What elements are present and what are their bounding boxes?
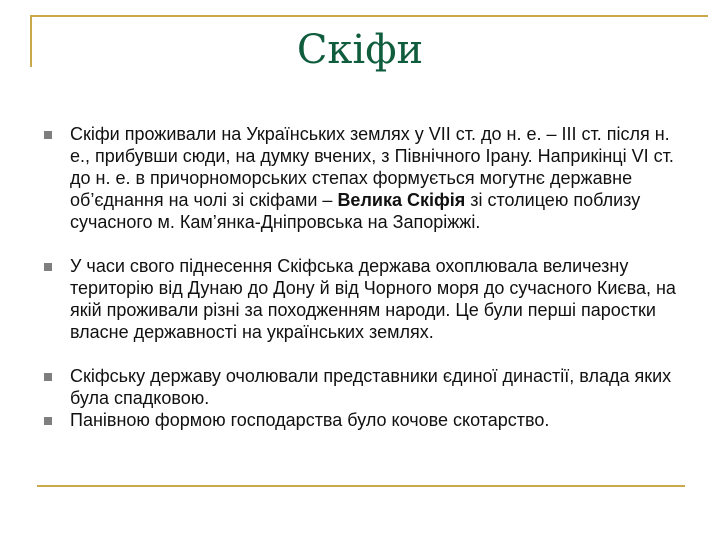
bottom-rule [37, 485, 685, 487]
bullet-text-continued: зі столицею поблизу сучасного м. Кам’янка-Дніпровська на Запоріжжі. [70, 190, 641, 232]
bullet-list [40, 123, 690, 431]
square-bullet-icon [44, 417, 52, 425]
list-item [40, 123, 690, 255]
square-bullet-icon [44, 131, 52, 139]
bullet-text: У часи свого піднесення Скіфська держава охоплювала величезну територію від Дунаю до Дону й від Чорного моря до сучасного Києва, на якій проживали різні за походженням народи. Це були перші паростки власне державності на українських землях. [70, 256, 676, 342]
list-item [40, 365, 690, 409]
bullet-bold-text: Велика Скіфія [337, 190, 466, 210]
bullet-text: Скіфи проживали на Українських землях у VII ст. до н. е. – III ст. після н. е., прибувши сюди, на думку вчених, з Північного Ірану. Наприкінці VI ст. до н. е. в причорноморських степах формується могутнє державне об’єднання на чолі зі скіфами – [70, 124, 674, 210]
bullet-text: Панівною формою господарства було кочове скотарство. [70, 410, 550, 430]
list-item [40, 255, 690, 365]
left-rule [30, 15, 32, 67]
square-bullet-icon [44, 373, 52, 381]
bullet-text: Скіфську державу очолювали представники єдиної династії, влада яких була спадковою. [70, 366, 672, 408]
slide-title: Скіфи [296, 27, 424, 73]
square-bullet-icon [44, 263, 52, 271]
list-item [40, 409, 690, 431]
top-rule [30, 15, 708, 17]
